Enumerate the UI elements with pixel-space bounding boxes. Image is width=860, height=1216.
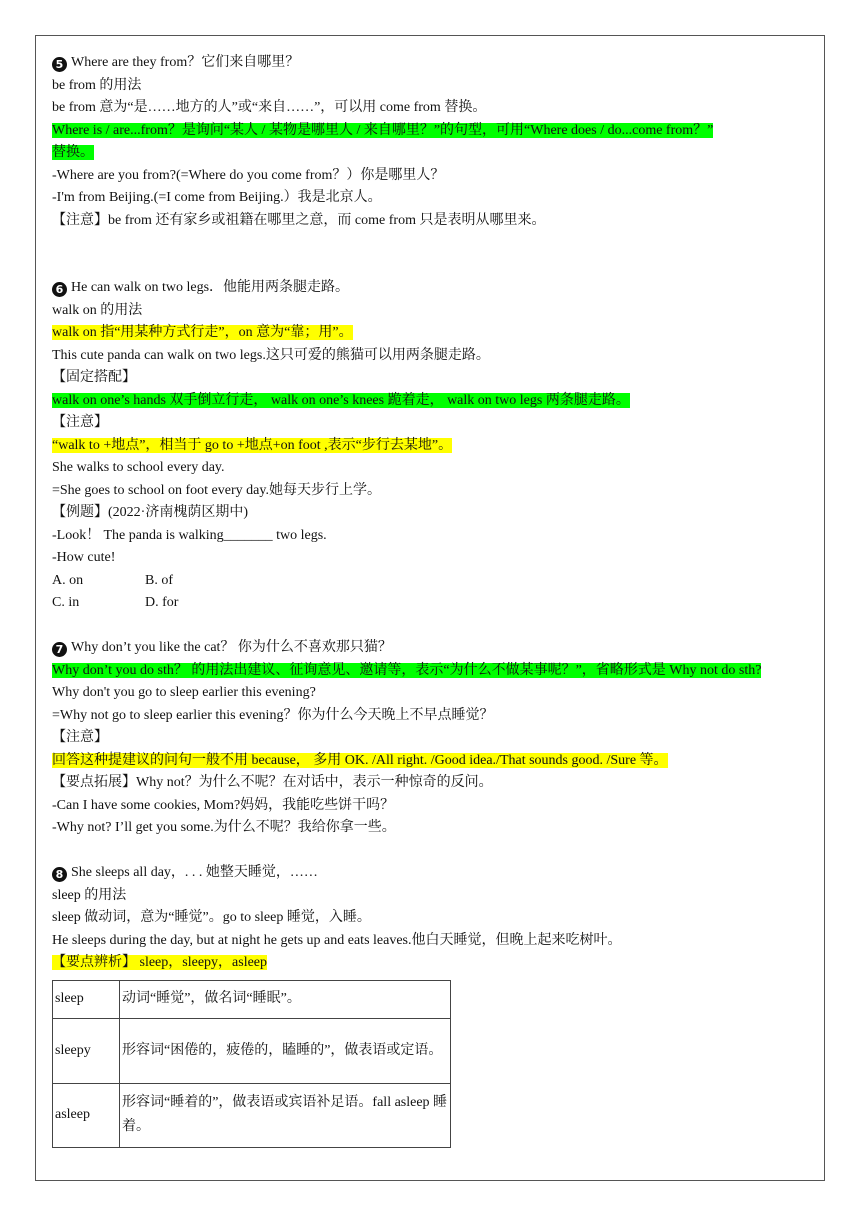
options-row — [52, 592, 822, 615]
table-row — [53, 980, 451, 1018]
table-cell-word: asleep — [53, 1083, 120, 1147]
example-line: -Where are you from?(=Where do you come from？）你是哪里人？ — [52, 167, 445, 183]
example-line: He sleeps during the day, but at night he gets up and eats leaves.他白天睡觉，但晚上起来吃树叶。 — [52, 932, 622, 948]
label-line: 【注意】 — [52, 415, 108, 430]
document-body — [52, 52, 822, 1148]
options-row — [52, 570, 822, 593]
table-cell-desc: 动词“睡觉”，做名词“睡眠”。 — [120, 980, 451, 1018]
option-b: B. of — [145, 572, 173, 588]
section-7-title: 7 Why don’t you like the cat？ 你为什么不喜欢那只猫？ — [52, 637, 822, 660]
section-number-badge: 5 — [52, 57, 67, 72]
table-row — [53, 1018, 451, 1083]
table-cell-desc: 形容词“睡着的”，做表语或宾语补足语。fall asleep 睡着。 — [120, 1083, 451, 1147]
exercise-line: -Look！ The panda is walking_______ two legs. — [52, 527, 327, 543]
section-6-title: 6 He can walk on two legs．他能用两条腿走路。 — [52, 277, 822, 300]
section-number-badge: 8 — [52, 867, 67, 882]
highlight-line: Why don’t you do sth？ 的用法出建议、征询意见、邀请等，表示“为什么不做某事呢？”，省略形式是 Why not do sth? — [52, 662, 762, 678]
option-a: A. on — [52, 572, 84, 588]
highlight-line: 【要点辨析】 sleep，sleepy，asleep — [52, 955, 268, 970]
label-line: 【注意】 — [52, 730, 108, 745]
text-line: be from 意为“是……地方的人”或“来自……”，可以用 come from 替换。 — [52, 100, 487, 115]
example-line: =She goes to school on foot every day.她每天步行上学。 — [52, 482, 381, 498]
table-cell-desc: 形容词“困倦的，疲倦的，瞌睡的”，做表语或定语。 — [120, 1018, 451, 1083]
exercise-header: 【例题】(2022·济南槐荫区期中) — [52, 505, 248, 520]
example-line: -Can I have some cookies, Mom?妈妈，我能吃些饼干吗？ — [52, 797, 395, 813]
text-line: be from 的用法 — [52, 77, 142, 93]
section-number-badge: 7 — [52, 642, 67, 657]
text-line: 【要点拓展】Why not？为什么不呢？在对话中，表示一种惊奇的反问。 — [52, 775, 493, 790]
highlight-line: 回答这种提建议的问句一般不用 because， 多用 OK. /All right. /Good idea./That sounds good. /Sure 等。 — [52, 752, 668, 768]
example-line: Why don't you go to sleep earlier this evening? — [52, 685, 316, 700]
table-cell-word: sleepy — [53, 1018, 120, 1083]
highlight-line: “walk to +地点”，相当于 go to +地点+on foot ,表示“步行去某地”。 — [52, 437, 453, 453]
highlight-line: walk on one’s hands 双手倒立行走， walk on one’s knees 跪着走， walk on two legs 两条腿走路。 — [52, 392, 630, 408]
example-line: This cute panda can walk on two legs.这只可爱的熊猫可以用两条腿走路。 — [52, 347, 490, 363]
note-line: 【注意】be from 还有家乡或祖籍在哪里之意，而 come from 只是表明从哪里来。 — [52, 212, 546, 228]
example-line: -Why not? I’ll get you some.为什么不呢？我给你拿一些。 — [52, 820, 396, 835]
text-line: sleep 的用法 — [52, 887, 127, 903]
exercise-line: -How cute! — [52, 550, 116, 565]
example-line: -I'm from Beijing.(=I come from Beijing.）我是北京人。 — [52, 190, 382, 205]
section-5-title: 5 Where are they from？它们来自哪里？ — [52, 52, 822, 75]
section-number-badge: 6 — [52, 282, 67, 297]
highlight-line: Where is / are...from？是询问“某人 / 某物是哪里人 / 来自哪里？”的句型，可用“Where does / do...come from？” — [52, 122, 714, 138]
option-c: C. in — [52, 595, 80, 610]
example-line: =Why not go to sleep earlier this evening？你为什么今天晚上不早点睡觉？ — [52, 707, 494, 723]
highlight-line: walk on 指“用某种方式行走”，on 意为“靠；用”。 — [52, 325, 353, 340]
table-cell-word: sleep — [53, 980, 120, 1018]
table-row — [53, 1083, 451, 1147]
text-line: walk on 的用法 — [52, 302, 143, 318]
text-line: sleep 做动词，意为“睡觉”。go to sleep 睡觉，入睡。 — [52, 910, 371, 925]
section-8-title: 8 She sleeps all day，. . . 她整天睡觉，…… — [52, 862, 822, 885]
example-line: She walks to school every day. — [52, 460, 225, 475]
highlight-line: 替换。 — [52, 145, 94, 160]
comparison-table — [52, 980, 451, 1148]
option-d: D. for — [145, 595, 179, 610]
label-line: 【固定搭配】 — [52, 370, 136, 385]
